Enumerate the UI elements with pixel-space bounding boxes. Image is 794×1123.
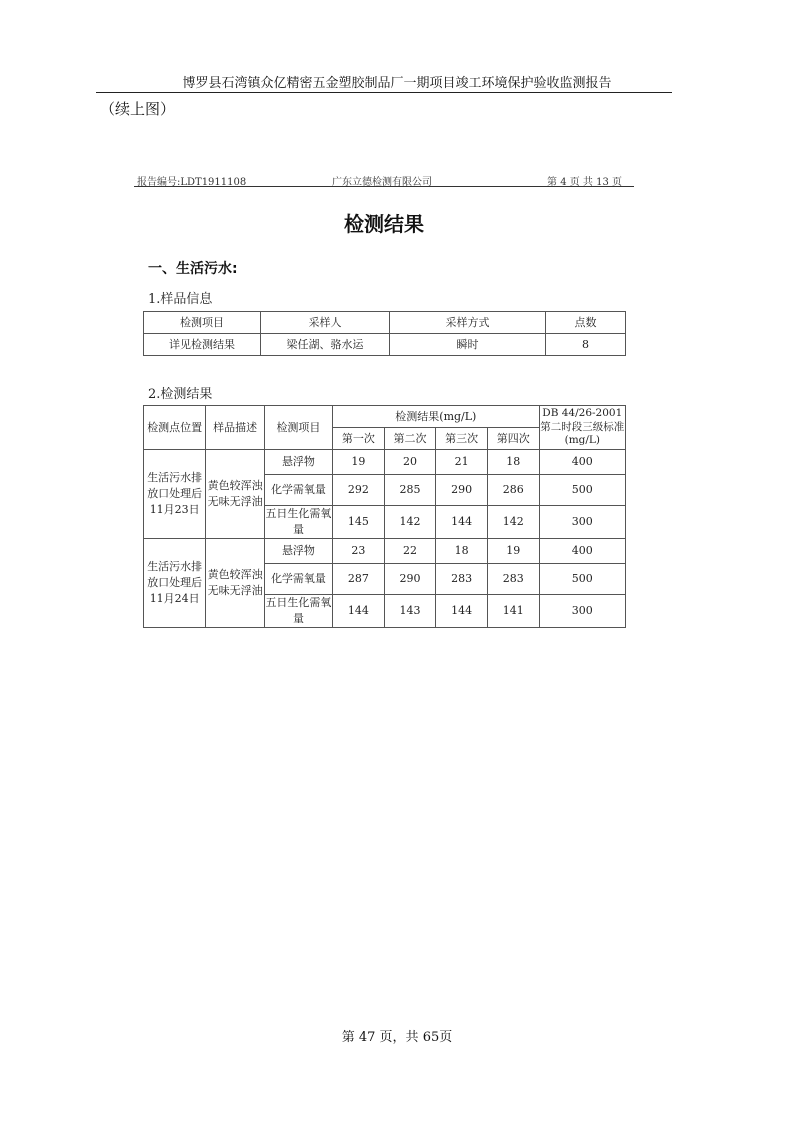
value-cell: 19	[333, 450, 385, 475]
value-cell: 23	[333, 538, 385, 563]
value-cell: 144	[436, 506, 488, 539]
value-cell: 285	[384, 475, 436, 506]
value-cell: 142	[384, 506, 436, 539]
value-cell: 292	[333, 475, 385, 506]
header-round: 第三次	[436, 428, 488, 450]
table-row	[144, 334, 626, 356]
section-heading: 一、生活污水:	[148, 261, 238, 277]
header-round: 第四次	[487, 428, 539, 450]
value-cell: 143	[384, 594, 436, 627]
report-company: 广东立德检测有限公司	[332, 177, 432, 188]
header-round: 第二次	[384, 428, 436, 450]
sample-info-table	[143, 311, 626, 356]
header-desc: 样品描述	[206, 406, 264, 450]
report-top-rule	[134, 186, 634, 187]
page-header: 博罗县石湾镇众亿精密五金塑胶制品厂一期项目竣工环境保护验收监测报告	[182, 76, 612, 91]
table-row	[144, 450, 626, 475]
table-cell: 详见检测结果	[144, 334, 261, 356]
header-cell: 采样方式	[390, 312, 546, 334]
value-cell: 144	[436, 594, 488, 627]
standard-cell: 500	[539, 475, 625, 506]
header-round: 第一次	[333, 428, 385, 450]
value-cell: 290	[384, 563, 436, 594]
value-cell: 20	[384, 450, 436, 475]
value-cell: 290	[436, 475, 488, 506]
value-cell: 141	[487, 594, 539, 627]
item-cell: 五日生化需氧量	[264, 594, 332, 627]
table-header-row	[144, 406, 626, 428]
standard-cell: 500	[539, 563, 625, 594]
standard-cell: 400	[539, 538, 625, 563]
report-number: 报告编号:LDT1911108	[137, 177, 247, 188]
value-cell: 283	[436, 563, 488, 594]
header-result: 检测结果(mg/L)	[333, 406, 540, 428]
table-header-row	[144, 312, 626, 334]
header-standard: DB 44/26-2001 第二时段三级标准(mg/L)	[539, 406, 625, 450]
value-cell: 287	[333, 563, 385, 594]
results-table	[143, 405, 626, 628]
point-cell: 生活污水排放口处理后11月24日	[144, 538, 206, 627]
table-cell: 8	[546, 334, 626, 356]
value-cell: 142	[487, 506, 539, 539]
embedded-report-image	[134, 168, 634, 628]
value-cell: 22	[384, 538, 436, 563]
table-cell: 瞬时	[390, 334, 546, 356]
value-cell: 145	[333, 506, 385, 539]
desc-cell: 黄色较浑浊无味无浮油	[206, 450, 264, 539]
header-cell: 检测项目	[144, 312, 261, 334]
item-cell: 化学需氧量	[264, 475, 332, 506]
header-cell: 采样人	[261, 312, 390, 334]
value-cell: 21	[436, 450, 488, 475]
page-footer: 第 47 页，共 65页	[341, 1030, 453, 1045]
header-rule	[96, 92, 672, 93]
standard-cell: 300	[539, 594, 625, 627]
table-cell: 梁任湖、骆水运	[261, 334, 390, 356]
desc-cell: 黄色较浑浊无味无浮油	[206, 538, 264, 627]
sample-info-heading: 1.样品信息	[148, 292, 213, 307]
value-cell: 286	[487, 475, 539, 506]
point-cell: 生活污水排放口处理后11月23日	[144, 450, 206, 539]
header-cell: 点数	[546, 312, 626, 334]
report-page-info: 第 4 页 共 13 页	[547, 177, 622, 188]
item-cell: 悬浮物	[264, 538, 332, 563]
standard-cell: 400	[539, 450, 625, 475]
table-row	[144, 538, 626, 563]
standard-cell: 300	[539, 506, 625, 539]
value-cell: 144	[333, 594, 385, 627]
results-heading: 2.检测结果	[148, 387, 213, 402]
header-item: 检测项目	[264, 406, 332, 450]
item-cell: 五日生化需氧量	[264, 506, 332, 539]
item-cell: 悬浮物	[264, 450, 332, 475]
value-cell: 18	[436, 538, 488, 563]
value-cell: 283	[487, 563, 539, 594]
value-cell: 19	[487, 538, 539, 563]
report-title: 检测结果	[344, 212, 424, 236]
continued-label: （续上图）	[100, 100, 176, 118]
header-point: 检测点位置	[144, 406, 206, 450]
item-cell: 化学需氧量	[264, 563, 332, 594]
report-top-bar	[134, 168, 632, 186]
value-cell: 18	[487, 450, 539, 475]
